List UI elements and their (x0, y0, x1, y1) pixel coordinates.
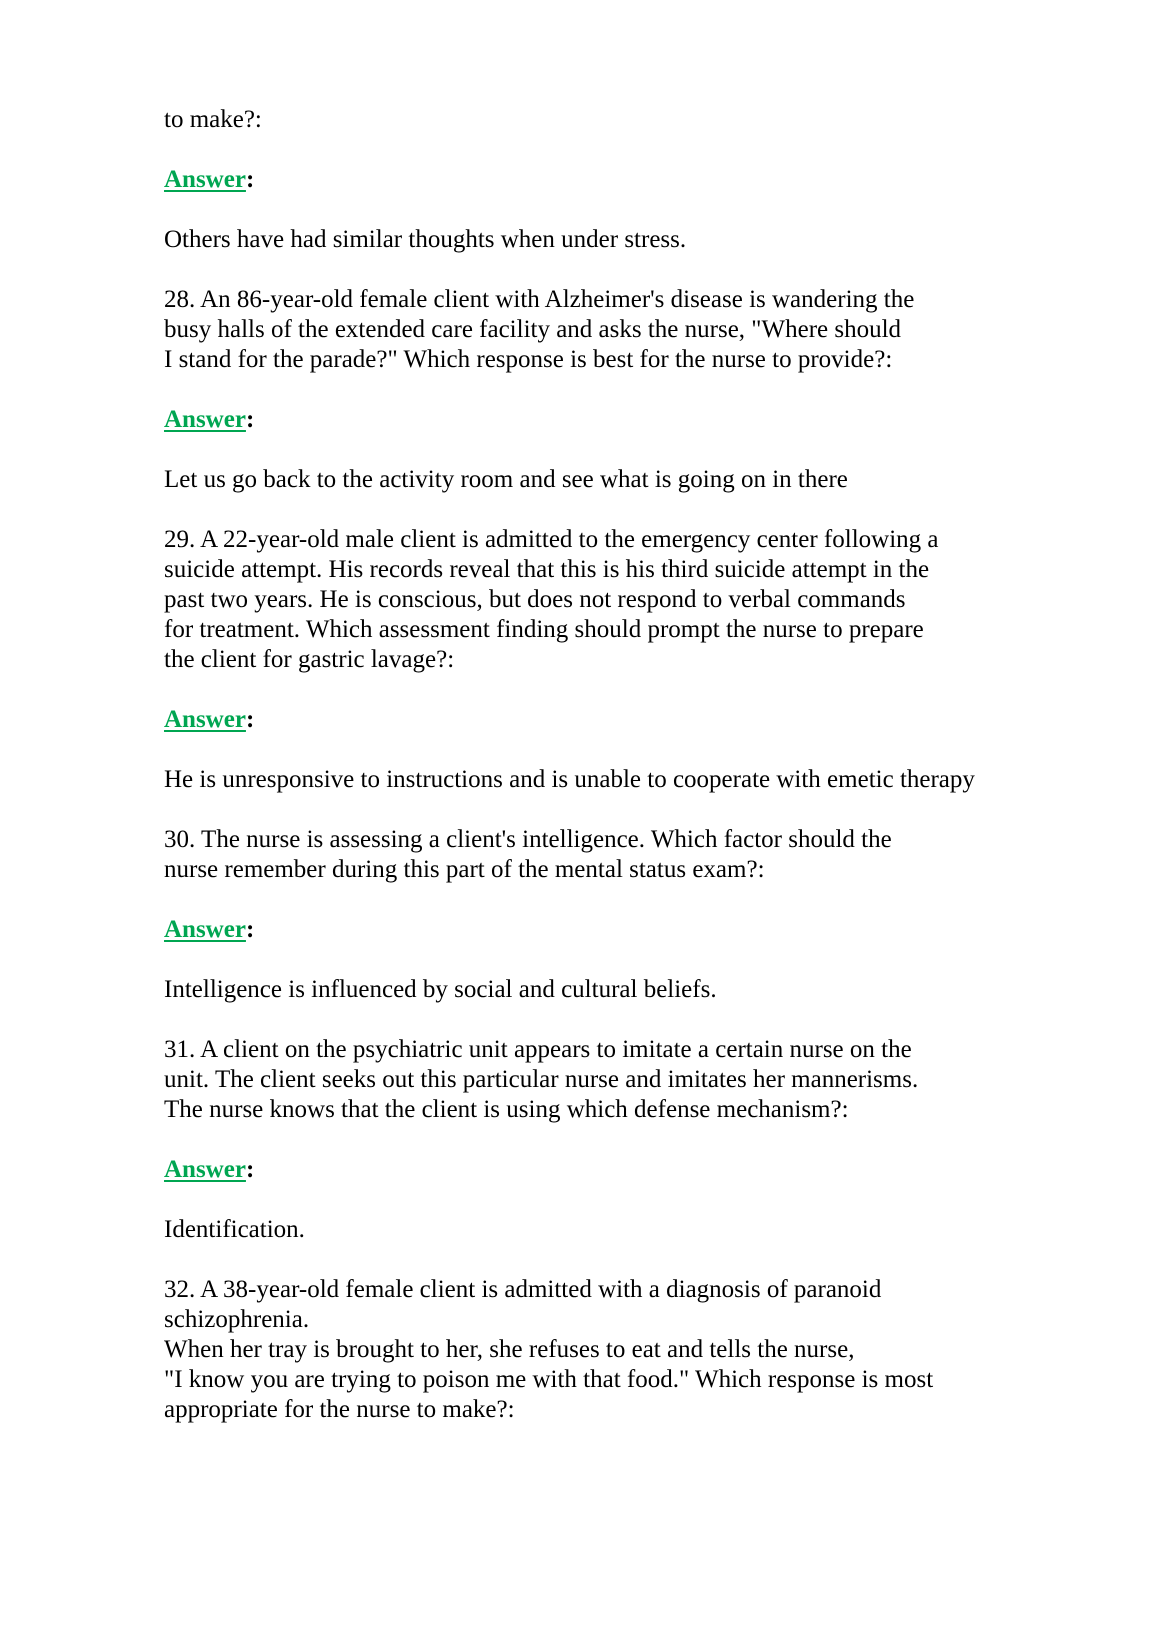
answer-link[interactable]: Answer (164, 706, 246, 733)
question-32-line: schizophrenia. (164, 1306, 310, 1333)
question-29-line: 29. A 22-year-old male client is admitted to the emergency center following a (164, 526, 939, 553)
answer-label: Answer: (164, 1156, 255, 1183)
answer-text: Identification. (164, 1216, 305, 1243)
answer-label: Answer: (164, 916, 255, 943)
answer-text: He is unresponsive to instructions and is unable to cooperate with emetic therapy (164, 766, 975, 793)
question-32-line: appropriate for the nurse to make?: (164, 1396, 515, 1423)
answer-label: Answer: (164, 166, 255, 193)
question-27-line: to make?: (164, 106, 262, 133)
question-28-line: I stand for the parade?" Which response is best for the nurse to provide?: (164, 346, 893, 373)
question-29-line: the client for gastric lavage?: (164, 646, 455, 673)
question-31-line: unit. The client seeks out this particular nurse and imitates her mannerisms. (164, 1066, 919, 1093)
answer-text: Intelligence is influenced by social and cultural beliefs. (164, 976, 717, 1003)
question-32-line: When her tray is brought to her, she refuses to eat and tells the nurse, (164, 1336, 855, 1363)
question-29-line: suicide attempt. His records reveal that this is his third suicide attempt in the (164, 556, 930, 583)
question-31-line: 31. A client on the psychiatric unit appears to imitate a certain nurse on the (164, 1036, 912, 1063)
question-28-line: busy halls of the extended care facility and asks the nurse, "Where should (164, 316, 902, 343)
answer-text: Let us go back to the activity room and see what is going on in there (164, 466, 848, 493)
answer-label: Answer: (164, 406, 255, 433)
question-29-line: past two years. He is conscious, but does not respond to verbal commands (164, 586, 906, 613)
question-29-line: for treatment. Which assessment finding should prompt the nurse to prepare (164, 616, 924, 643)
answer-text: Others have had similar thoughts when under stress. (164, 226, 687, 253)
question-32-line: "I know you are trying to poison me with that food." Which response is most (164, 1366, 934, 1393)
question-28-line: 28. An 86-year-old female client with Alzheimer's disease is wandering the (164, 286, 915, 313)
question-31-line: The nurse knows that the client is using which defense mechanism?: (164, 1096, 849, 1123)
answer-link[interactable]: Answer (164, 166, 246, 193)
question-30-line: 30. The nurse is assessing a client's intelligence. Which factor should the (164, 826, 892, 853)
question-32-line: 32. A 38-year-old female client is admitted with a diagnosis of paranoid (164, 1276, 882, 1303)
answer-link[interactable]: Answer (164, 406, 246, 433)
answer-link[interactable]: Answer (164, 1156, 246, 1183)
answer-label: Answer: (164, 706, 255, 733)
question-30-line: nurse remember during this part of the mental status exam?: (164, 856, 765, 883)
answer-link[interactable]: Answer (164, 916, 246, 943)
